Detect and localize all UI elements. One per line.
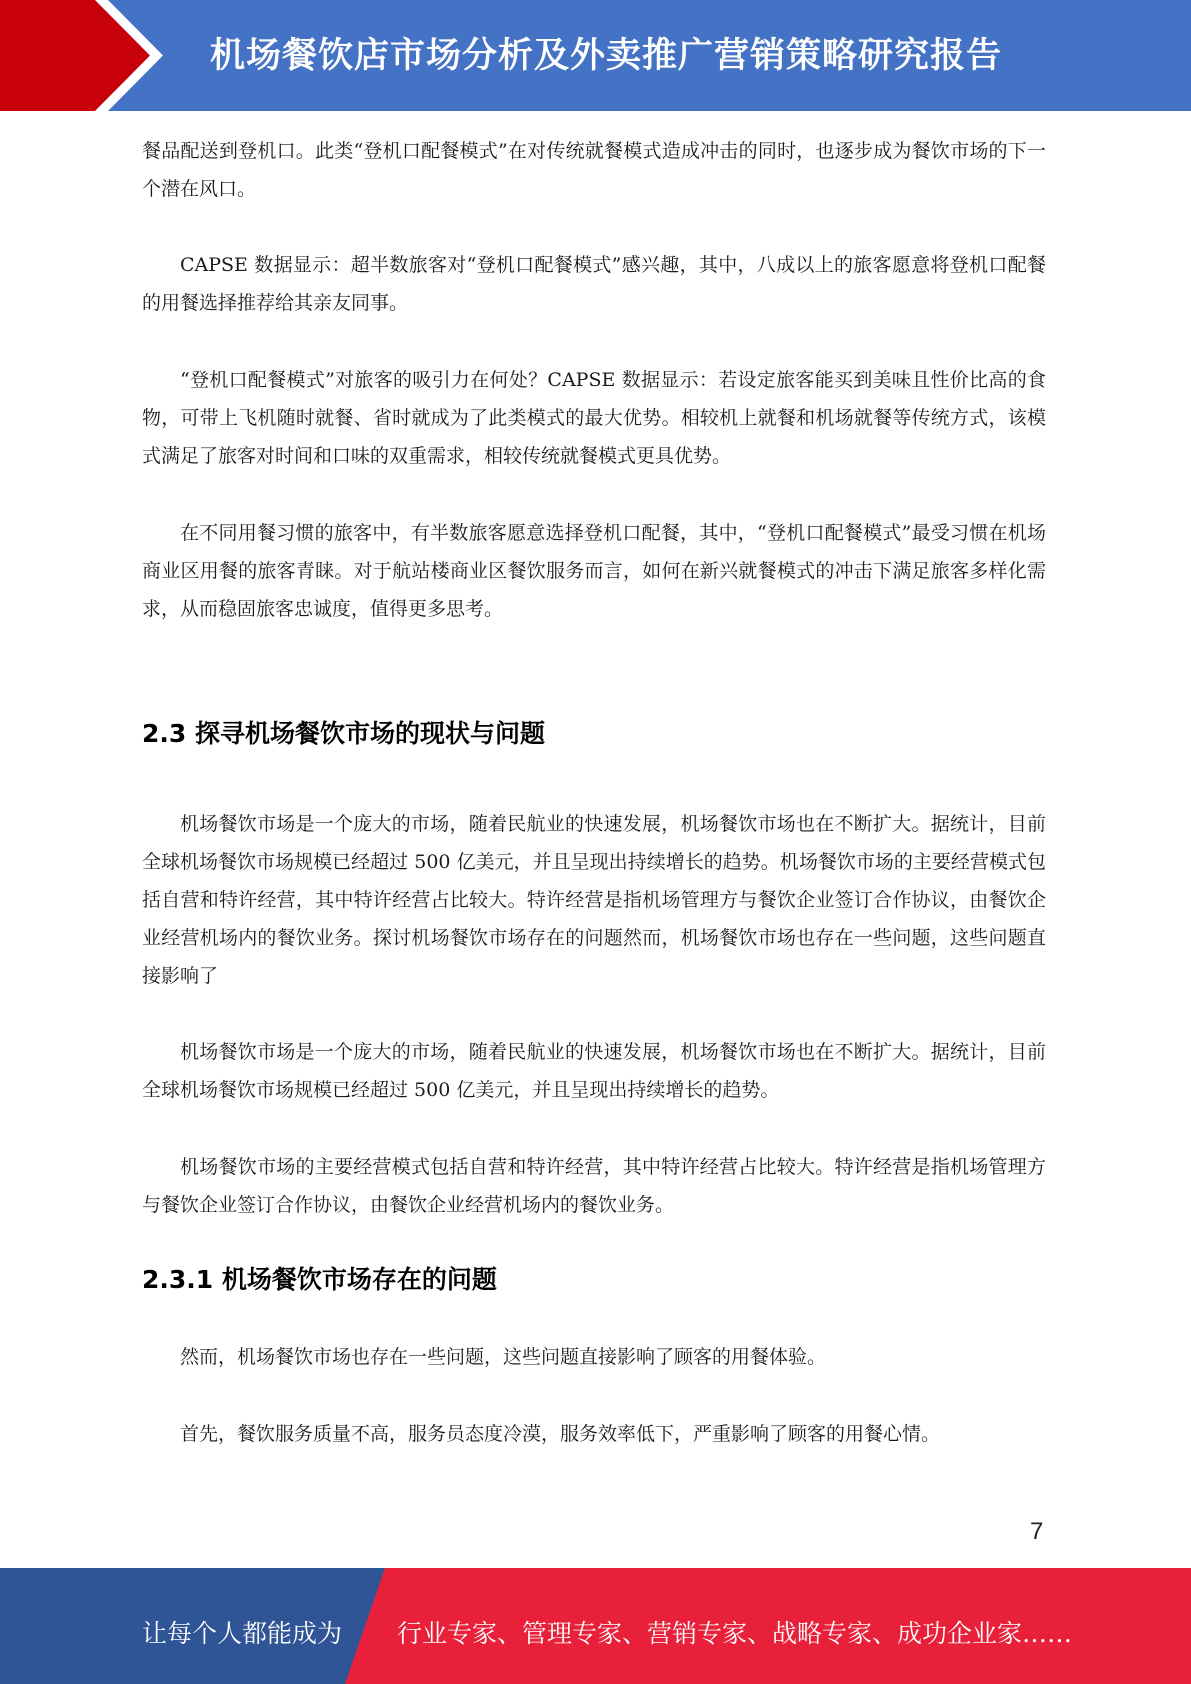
header-title: 机场餐饮店市场分析及外卖推广营销策略研究报告 xyxy=(210,36,1003,76)
paragraph-1 xyxy=(142,132,1046,208)
footer-slogan-left: 让每个人都能成为 xyxy=(142,1619,343,1648)
paragraph-text: 机场餐饮市场是一个庞大的市场，随着民航业的快速发展，机场餐饮市场也在不断扩大。据统计，目前全球机场餐饮市场规模已经超过 500 亿美元，并且呈现出持续增长的趋势。 xyxy=(142,1041,1046,1101)
paragraph-text: 餐品配送到登机口。此类“登机口配餐模式”在对传统就餐模式造成冲击的同时，也逐步成为餐饮市场的下一个潜在风口。 xyxy=(142,140,1046,200)
paragraph-text: 在不同用餐习惯的旅客中，有半数旅客愿意选择登机口配餐，其中，“登机口配餐模式”最受习惯在机场商业区用餐的旅客青睐。对于航站楼商业区餐饮服务而言，如何在新兴就餐模式的冲击下满足旅客多样化需求，从而稳固旅客忠诚度，值得更多思考。 xyxy=(142,522,1046,620)
page-header xyxy=(0,0,1191,111)
paragraph-text: 机场餐饮市场是一个庞大的市场，随着民航业的快速发展，机场餐饮市场也在不断扩大。据统计，目前全球机场餐饮市场规模已经超过 500 亿美元，并且呈现出持续增长的趋势。机场餐饮市场的主要经营模式包括自营和特许经营，其中特许经营占比较大。特许经营是指机场管理方与餐饮企业签订合作协议，由餐饮企业经营机场内的餐饮业务。探讨机场餐饮市场存在的问题然而，机场餐饮市场也存在一些问题，这些问题直接影响了 xyxy=(142,813,1046,987)
paragraph-8 xyxy=(142,1338,1046,1376)
paragraph-7 xyxy=(142,1148,1046,1224)
paragraph-6 xyxy=(142,1033,1046,1109)
paragraph-text: 首先，餐饮服务质量不高，服务员态度冷漠，服务效率低下，严重影响了顾客的用餐心情。 xyxy=(180,1423,941,1445)
paragraph-5 xyxy=(142,805,1046,995)
header-chevron-decoration xyxy=(0,0,170,111)
paragraph-4 xyxy=(142,514,1046,628)
page-number: 7 xyxy=(1030,1518,1044,1545)
paragraph-9 xyxy=(142,1415,1046,1453)
paragraph-text: 机场餐饮市场的主要经营模式包括自营和特许经营，其中特许经营占比较大。特许经营是指机场管理方与餐饮企业签订合作协议，由餐饮企业经营机场内的餐饮业务。 xyxy=(142,1156,1046,1216)
section-heading-2-3: 2.3 探寻机场餐饮市场的现状与问题 xyxy=(142,719,545,748)
paragraph-text: CAPSE 数据显示：超半数旅客对“登机口配餐模式”感兴趣，其中，八成以上的旅客愿意将登机口配餐的用餐选择推荐给其亲友同事。 xyxy=(142,254,1046,314)
paragraph-text: “登机口配餐模式”对旅客的吸引力在何处？CAPSE 数据显示：若设定旅客能买到美味且性价比高的食物，可带上飞机随时就餐、省时就成为了此类模式的最大优势。相较机上就餐和机场就餐等传统方式，该模式满足了旅客对时间和口味的双重需求，相较传统就餐模式更具优势。 xyxy=(142,369,1046,467)
section-heading-2-3-1: 2.3.1 机场餐饮市场存在的问题 xyxy=(142,1265,497,1294)
page-footer xyxy=(0,1568,1191,1684)
paragraph-3 xyxy=(142,361,1046,475)
paragraph-2 xyxy=(142,246,1046,322)
paragraph-text: 然而，机场餐饮市场也存在一些问题，这些问题直接影响了顾客的用餐体验。 xyxy=(180,1346,827,1368)
footer-slogan-right: 行业专家、管理专家、营销专家、战略专家、成功企业家…… xyxy=(397,1619,1073,1648)
